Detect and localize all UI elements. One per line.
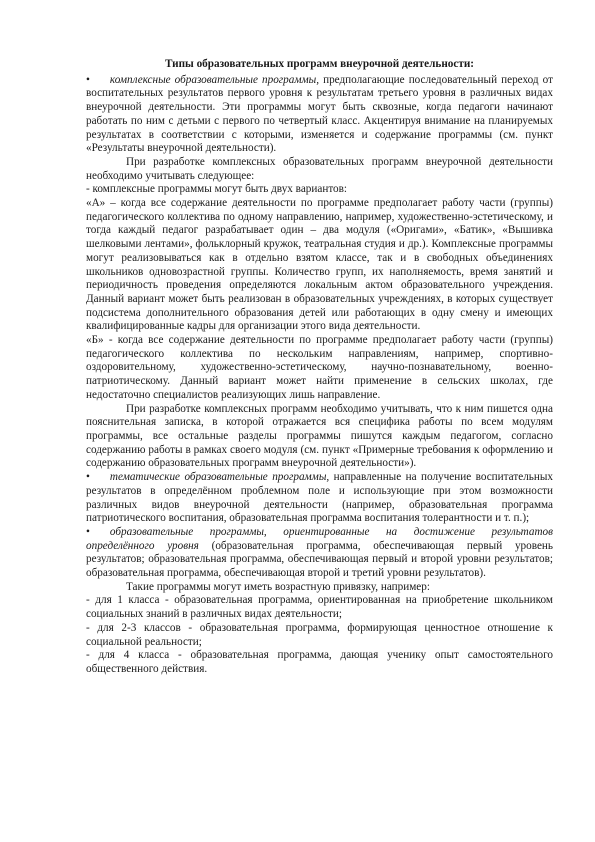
bullet-paragraph-complex <box>86 74 553 156</box>
emphasis-thematic-programs: тематические образовательные программы, <box>109 471 330 484</box>
bullet-paragraph-thematic <box>86 471 553 526</box>
emphasis-complex-programs: комплексные образовательные программы, <box>109 73 320 86</box>
paragraph-text: (образовательная программа, обеспечивающая первый уровень результатов; образовательная программа, обеспечивающая первый и второй уровни результатов; образовательная программа, обеспечивающая второй и третий уровни результатов). <box>86 539 553 580</box>
paragraph-variant-b: «Б» - когда все содержание деятельности по программе предполагает работу части (группы) педагогического коллектива по нескольким направлениям, например, спортивно-оздоровительному, художественно-эстетическому, научно-познавательному, военно-патриотическому. Данный вариант может найти применение в сельских школах, где недостаточно специалистов реализующих лишь направление. <box>86 334 553 401</box>
paragraph-text: предполагающие последовательный переход от воспитательных результатов первого уровня к результатам третьего уровня в различных видах внеурочной деятельности. Эти программы могут быть сквозные, когда педагоги начинают работать по ним с детьми с первого по четвертый класс. Акцентируя внимание на планируемых результатах в соответствии с которыми, изменяется и содержание программы (см. пункт «Результаты внеурочной деятельности). <box>86 73 554 155</box>
list-item-grade-2-3: - для 2-3 классов - образовательная программа, формирующая ценностное отношение к социальной реальности; <box>86 621 553 648</box>
list-item-grade-4: - для 4 класса - образовательная программа, дающая ученику опыт самостоятельного общественного действия. <box>86 649 553 675</box>
bullet-marker: • <box>86 471 90 484</box>
document-title: Типы образовательных программ внеурочной деятельности: <box>164 58 474 70</box>
emphasis-level-programs: образовательные программы, ориентированные на достижение результатов определённого уровня <box>86 525 553 552</box>
paragraph-variant-a: «А» – когда все содержание деятельности по программе предполагает работу части (группы) педагогического коллектива по одному направлению, например, художественно-эстетическому, и тогда каждый педагог разрабатывает один – два модуля («Оригами», «Батик», «Вышивка шелковыми лентами», фольклорный кружок, театральная студия и др.). Комплексные программы могут реализовываться как в отдельно взятом классе, так и в свободных объединениях школьников одновозрастной группы. Количество групп, их наполняемость, время занятий и периодичность проведения определяются локальным актом образовательного учреждения. Данный вариант может быть реализован в образовательных учреждениях, в которых существует подсистема дополнительного образования детей или работающих в одну смену и имеющих квалифицированные кадры для организации этого вида деятельности. <box>86 197 553 333</box>
bullet-marker: • <box>86 525 90 538</box>
document-page <box>86 58 553 677</box>
paragraph-two-variants: - комплексные программы могут быть двух вариантов: <box>86 183 348 196</box>
paragraph-text: направленные на получение воспитательных результатов в определённом проблемном поле и использующие при этом возможности различных видов внеурочной деятельности (например, образовательная программа патриотического воспитания, образовательная программа воспитания толерантности и т. п.); <box>86 471 553 525</box>
paragraph-explanatory-note: При разработке комплексных программ необходимо учитывать, что к ним пишется одна пояснительная записка, в которой отражается вся специфика работы по всем модулям программы, все остальные разделы программы пишутся каждым педагогом, согласно содержанию работы в рамках своего модуля (см. пункт «Примерные требования к оформлению и содержанию образовательных программ внеурочной деятельности»). <box>86 402 553 470</box>
list-item-grade-1: - для 1 класса - образовательная программа, ориентированная на приобретение школьником социальных знаний в различных видах деятельности; <box>86 594 553 621</box>
bullet-paragraph-level-oriented <box>86 526 553 581</box>
paragraph-age-binding: Такие программы могут иметь возрастную привязку, например: <box>126 580 430 593</box>
paragraph-development-intro: При разработке комплексных образовательных программ внеурочной деятельности необходимо учитывать следующее: <box>86 155 553 182</box>
bullet-marker: • <box>86 73 90 86</box>
